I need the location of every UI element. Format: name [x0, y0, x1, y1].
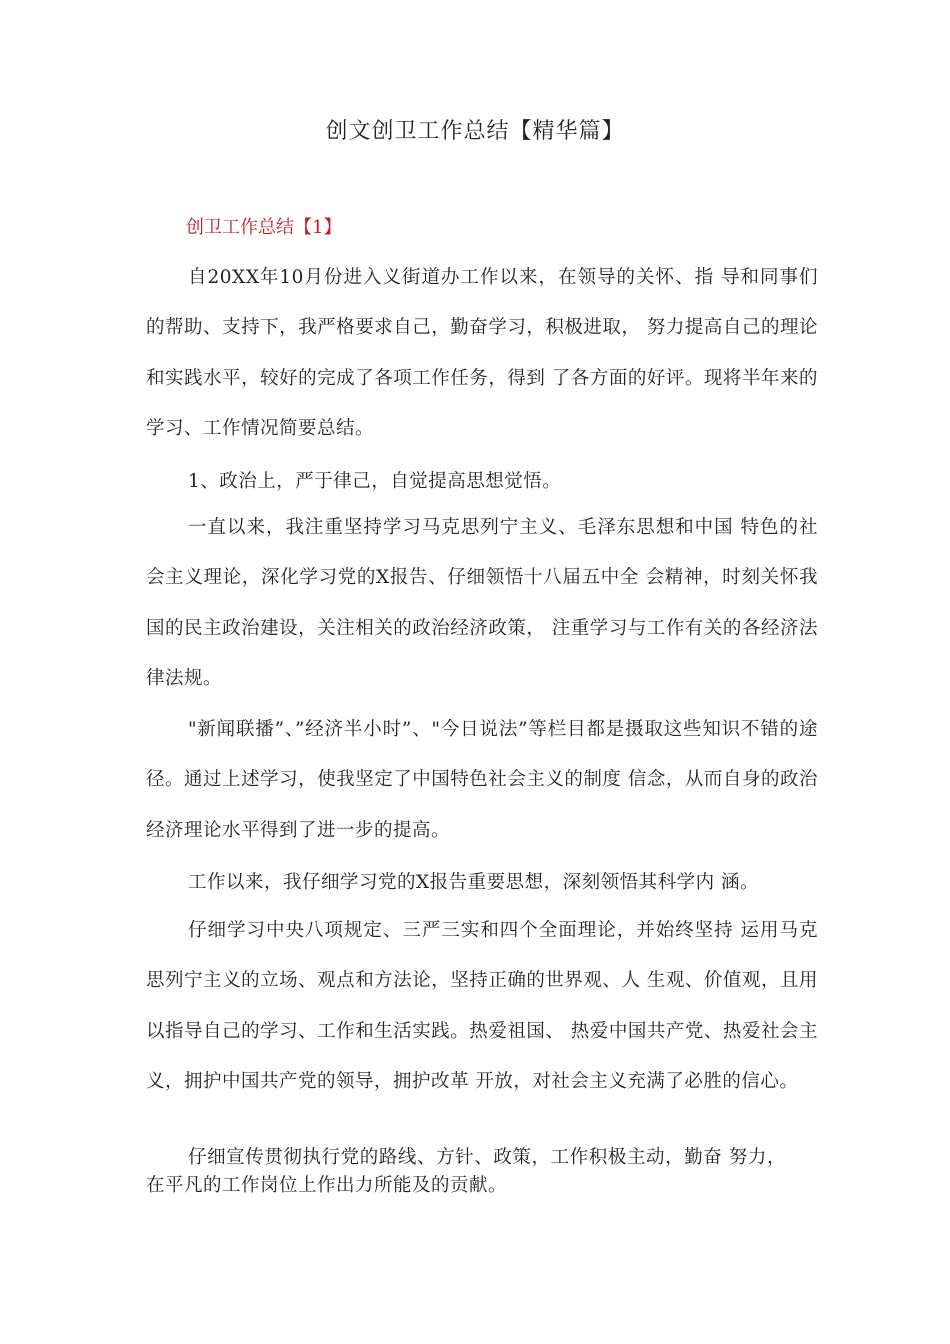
- paragraph-political-heading: 1、政治上，严于律己，自觉提高思想觉悟。: [188, 471, 562, 492]
- paragraph-news-programs: "新闻联播”、”经济半小时”、"今日说法”等栏目都是摄取这些知识不错的途径。通过上述学习，使我坚定了中国特色社会主义的制度 信念，从而自身的政治经济理论水平得到了进一步的提高。: [146, 719, 818, 841]
- paragraph-intro: 自20XX年10月份进入义街道办工作以来，在领导的关怀、指 导和同事们的帮助、支持下，我严格要求自己，勤奋学习，积极进取， 努力提高自己的理论和实践水平，较好的完成了各项工作任务，得到 了各方面的好评。现将半年来的学习、工作情况简要总结。: [146, 267, 818, 439]
- paragraph-promote-policy: 仔细宣传贯彻执行党的路线、方针、政策，工作积极主动，勤奋 努力，在平凡的工作岗位上作出力所能及的贡献。: [146, 1147, 786, 1196]
- document-title: 创文创卫工作总结【精华篇】: [325, 119, 625, 144]
- paragraph-report-study: 工作以来，我仔细学习党的X报告重要思想，深刻领悟其科学内 涵。: [188, 872, 760, 893]
- paragraph-eight-rules: 仔细学习中央八项规定、三严三实和四个全面理论，并始终坚持 运用马克思列宁主义的立场、观点和方法论，坚持正确的世界观、人 生观、价值观，且用以指导自己的学习、工作和生活实践。热爱祖国、 热爱中国共产党、热爱社会主义，拥护中国共产党的领导，拥护改革 开放，对社会主义充满了必胜的信心。: [146, 920, 818, 1092]
- paragraph-theory-study: 一直以来，我注重坚持学习马克思列宁主义、毛泽东思想和中国 特色的社会主义理论，深化学习党的X报告、仔细领悟十八届五中全 会精神，时刻关怀我国的民主政治建设，关注相关的政治经济政策， 注重学习与工作有关的各经济法律法规。: [146, 517, 818, 689]
- section-heading: 创卫工作总结【1】: [186, 217, 342, 238]
